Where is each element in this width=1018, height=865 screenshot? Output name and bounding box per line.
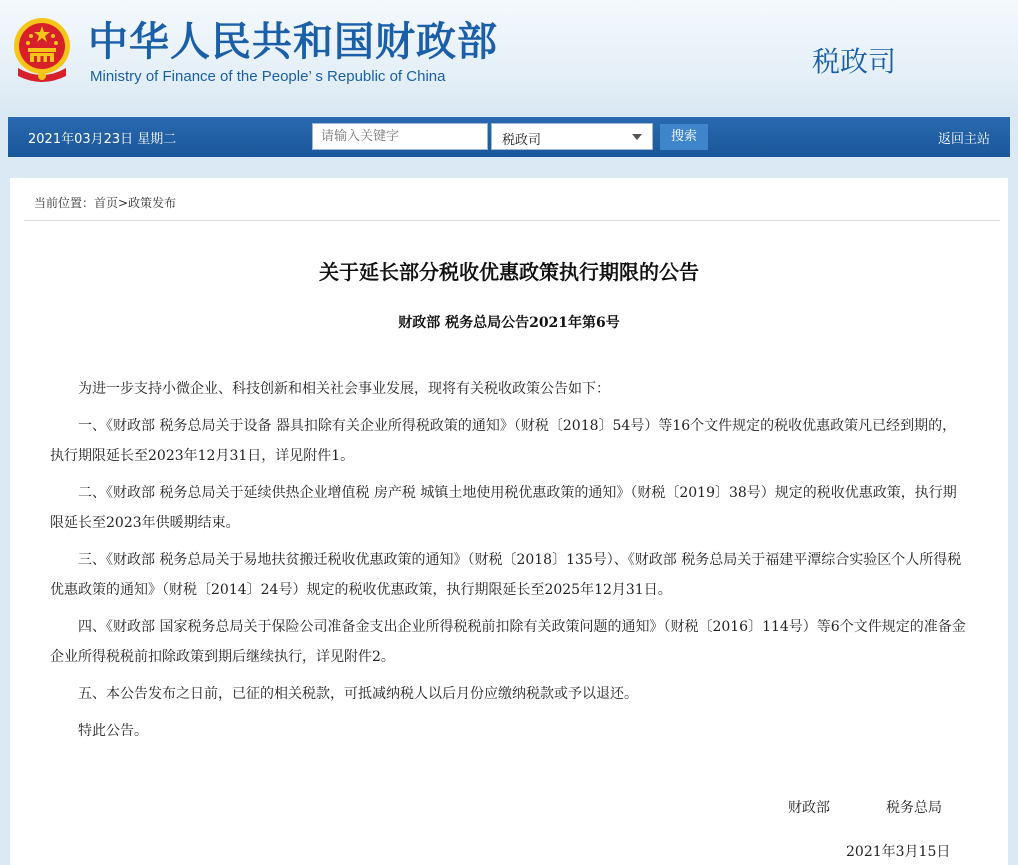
breadcrumb-separator: > bbox=[118, 196, 129, 210]
breadcrumb-prefix: 当前位置： bbox=[34, 196, 95, 210]
search-button[interactable]: 搜索 bbox=[660, 124, 708, 150]
breadcrumb-current-link[interactable]: 政策发布 bbox=[128, 196, 177, 210]
article-paragraph: 三、《财政部 税务总局关于易地扶贫搬迁税收优惠政策的通知》（财税〔2018〕135号）、《财政部 税务总局关于福建平潭综合实验区个人所得税优惠政策的通知》（财税〔2014〕24号）规定的税收优惠政策，执行期限延长至2025年12月31日。 bbox=[50, 552, 962, 598]
article-paragraph: 五、本公告发布之日前，已征的相关税款，可抵减纳税人以后月份应缴纳税款或予以退还。 bbox=[78, 686, 638, 702]
article-subtitle: 财政部 税务总局公告2021年第6号 bbox=[398, 315, 620, 331]
article-paragraph: 一、《财政部 税务总局关于设备 器具扣除有关企业所得税政策的通知》（财税〔2018〕54号）等16个文件规定的税收优惠政策凡已经到期的，执行期限延长至2023年12月31日，详见附件1。 bbox=[50, 418, 957, 464]
divider bbox=[24, 220, 1000, 221]
sign-date: 2021年3月15日 bbox=[846, 844, 951, 860]
chevron-down-icon bbox=[632, 134, 642, 140]
site-header bbox=[0, 0, 1018, 116]
article-paragraph: 特此公告。 bbox=[78, 723, 148, 739]
national-emblem-icon bbox=[10, 16, 74, 86]
signer-ministry: 财政部 bbox=[788, 800, 830, 816]
site-name-cn: 中华人民共和国财政部 bbox=[88, 19, 498, 65]
article-paragraph: 为进一步支持小微企业、科技创新和相关社会事业发展，现将有关税收政策公告如下： bbox=[78, 381, 610, 397]
article-title: 关于延长部分税收优惠政策执行期限的公告 bbox=[319, 260, 699, 284]
article-paragraph: 四、《财政部 国家税务总局关于保险公司准备金支出企业所得税税前扣除有关政策问题的通知》（财税〔2016〕114号）等6个文件规定的准备金企业所得税税前扣除政策到期后继续执行，详见附件2。 bbox=[50, 619, 966, 665]
breadcrumb bbox=[34, 194, 176, 211]
search-input[interactable] bbox=[312, 123, 488, 150]
department-name: 税政司 bbox=[812, 45, 897, 78]
nav-bar bbox=[8, 117, 1010, 157]
article-body bbox=[50, 374, 970, 753]
site-name-en: Ministry of Finance of the People’ s Republic of China bbox=[90, 68, 446, 85]
return-home-link[interactable]: 返回主站 bbox=[937, 132, 990, 147]
breadcrumb-home-link[interactable]: 首页 bbox=[94, 196, 119, 210]
current-date: 2021年03月23日 星期二 bbox=[28, 132, 177, 147]
signer-tax-bureau: 税务总局 bbox=[886, 800, 942, 816]
article-container bbox=[10, 178, 1008, 865]
article-paragraph: 二、《财政部 税务总局关于延续供热企业增值税 房产税 城镇土地使用税优惠政策的通知》（财税〔2019〕38号）规定的税收优惠政策，执行期限延长至2023年供暖期结束。 bbox=[50, 485, 957, 531]
scope-select-value: 税政司 bbox=[502, 133, 542, 148]
scope-select[interactable] bbox=[491, 123, 653, 150]
